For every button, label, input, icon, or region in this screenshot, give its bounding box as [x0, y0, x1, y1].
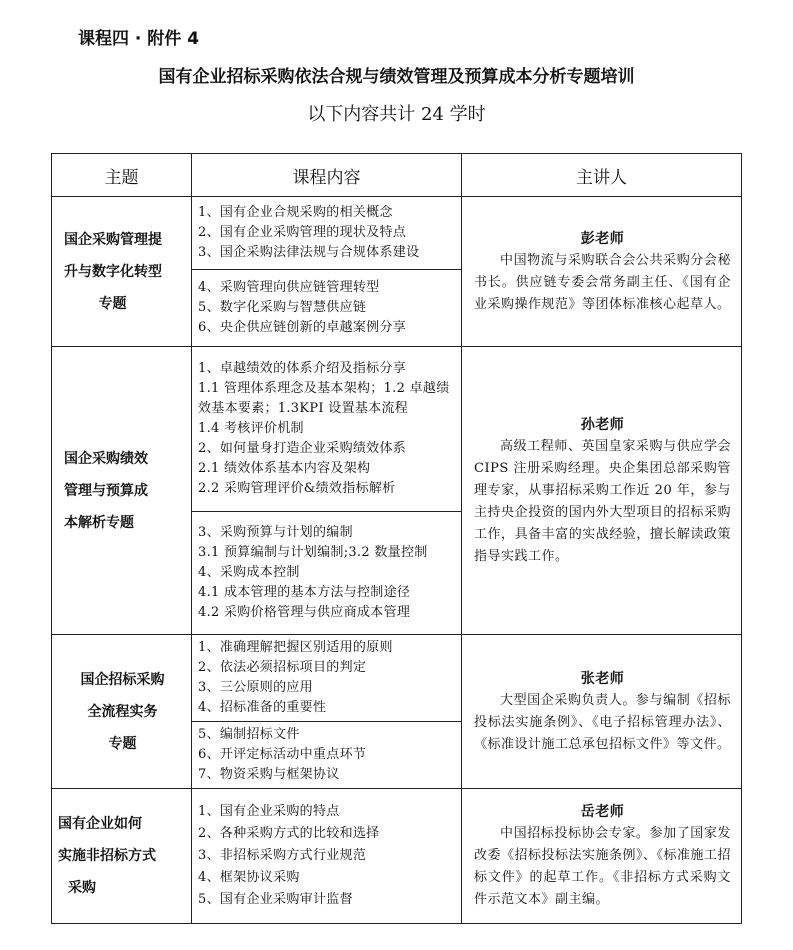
content-line: 6、央企供应链创新的卓越案例分享 [198, 320, 407, 335]
content-cell [192, 512, 462, 635]
content-line: 4、采购成本控制 [198, 565, 300, 580]
content-line: 1、准确理解把握区别适用的原则 [198, 640, 393, 655]
topic-line: 国有企业如何 [58, 816, 142, 832]
speaker-cell [462, 197, 742, 347]
table-row [52, 789, 742, 924]
table-row [52, 635, 742, 722]
topic-line: 国企采购绩效 [64, 450, 148, 467]
speaker-cell [462, 635, 742, 789]
speaker-name: 张老师 [580, 670, 625, 687]
column-header-topic: 主题 [52, 154, 192, 197]
content-line: 3、三公原则的应用 [198, 680, 313, 695]
table-header-row [52, 154, 742, 197]
content-cell [192, 270, 462, 347]
topic-cell [52, 347, 192, 635]
topic-line: 本解析专题 [64, 514, 134, 531]
topic-cell [52, 197, 192, 347]
hours-subtitle: 以下内容共计 24 学时 [307, 104, 486, 125]
topic-line: 专题 [108, 735, 137, 752]
content-line: 1.4 考核评价机制 [198, 421, 304, 436]
content-line: 7、物资采购与框架协议 [198, 767, 340, 782]
content-line: 1、国有企业采购的特点 [198, 804, 340, 819]
content-line: 6、开评定标活动中重点环节 [198, 747, 367, 762]
content-line: 5、编制招标文件 [198, 727, 300, 742]
content-line: 2.2 采购管理评价&绩效指标解析 [198, 481, 396, 496]
content-line: 5、数字化采购与智慧供应链 [198, 300, 367, 315]
column-header-content: 课程内容 [192, 154, 462, 197]
content-line: 4、框架协议采购 [198, 870, 300, 885]
content-line: 2、各种采购方式的比较和选择 [198, 826, 380, 841]
speaker-bio: 中国招标投标协会专家。参加了国家发改委《招标投标法实施条例》、《标准施工招标文件》的起草工作。《非招标方式采购文件示范文本》副主编。 [474, 826, 732, 907]
topic-line: 实施非招标方式 [58, 848, 156, 864]
table-row [52, 197, 742, 270]
content-line: 4.1 成本管理的基本方法与控制途径 [198, 585, 411, 600]
topic-cell [52, 789, 192, 924]
topic-line: 全流程实务 [87, 703, 158, 720]
speaker-bio: 大型国企采购负责人。参与编制《招标投标法实施条例》、《电子招标管理办法》、《标准设计施工总承包招标文件》等文件。 [474, 692, 731, 752]
content-cell [192, 197, 462, 270]
topic-line: 管理与预算成 [64, 482, 148, 499]
content-line: 3.1 预算编制与计划编制;3.2 数量控制 [198, 545, 428, 560]
content-line: 3、国企采购法律法规与合规体系建设 [198, 245, 420, 260]
speaker-name: 岳老师 [580, 804, 625, 820]
content-line: 1.1 管理体系理念及基本架构；1.2 卓越绩效基本要素；1.3KPI 设置基本流程 [198, 381, 450, 416]
speaker-bio: 高级工程师、英国皇家采购与供应学会 CIPS 注册采购经理。央企集团总部采购管理专家，从事招标采购工作近 20 年，参与主持央企投资的国内外大型项目的招标采购工作，具备丰富的实战经验，擅长解读政策指导实践工作。 [474, 438, 731, 564]
topic-line: 国企招标采购 [80, 671, 165, 688]
page-title: 国有企业招标采购依法合规与绩效管理及预算成本分析专题培训 [158, 67, 635, 87]
speaker-cell [462, 789, 742, 924]
content-line: 3、非招标采购方式行业规范 [198, 848, 367, 863]
speaker-name: 彭老师 [580, 230, 625, 247]
topic-line: 专题 [98, 295, 127, 312]
topic-line: 国企采购管理提 [64, 231, 162, 248]
content-line: 1、国有企业合规采购的相关概念 [198, 205, 393, 220]
content-line: 5、国有企业采购审计监督 [198, 892, 353, 907]
content-cell [192, 347, 462, 512]
content-cell [192, 789, 462, 924]
content-line: 3、采购预算与计划的编制 [198, 525, 353, 540]
content-line: 2、如何量身打造企业采购绩效体系 [198, 441, 407, 456]
table-row [52, 347, 742, 512]
content-line: 4、招标准备的重要性 [198, 700, 327, 715]
content-cell [192, 722, 462, 789]
speaker-name: 孙老师 [580, 416, 625, 433]
course-label: 课程四 · 附件 4 [78, 29, 200, 49]
course-table [51, 153, 742, 924]
content-line: 4、采购管理向供应链管理转型 [198, 280, 380, 295]
content-line: 4.2 采购价格管理与供应商成本管理 [198, 605, 411, 620]
content-line: 2、依法必须招标项目的判定 [198, 660, 367, 675]
content-line: 2.1 绩效体系基本内容及架构 [198, 461, 371, 476]
topic-line: 采购 [68, 880, 96, 896]
speaker-bio: 中国物流与采购联合会公共采购分会秘书长。供应链专委会常务副主任、《国有企业采购操作规范》等团体标准核心起草人。 [474, 252, 731, 312]
column-header-speaker: 主讲人 [462, 154, 742, 197]
topic-cell [52, 635, 192, 789]
content-cell [192, 635, 462, 722]
topic-line: 升与数字化转型 [64, 263, 162, 280]
content-line: 1、卓越绩效的体系介绍及指标分享 [198, 361, 407, 376]
speaker-cell [462, 347, 742, 635]
content-line: 2、国有企业采购管理的现状及特点 [198, 225, 407, 240]
